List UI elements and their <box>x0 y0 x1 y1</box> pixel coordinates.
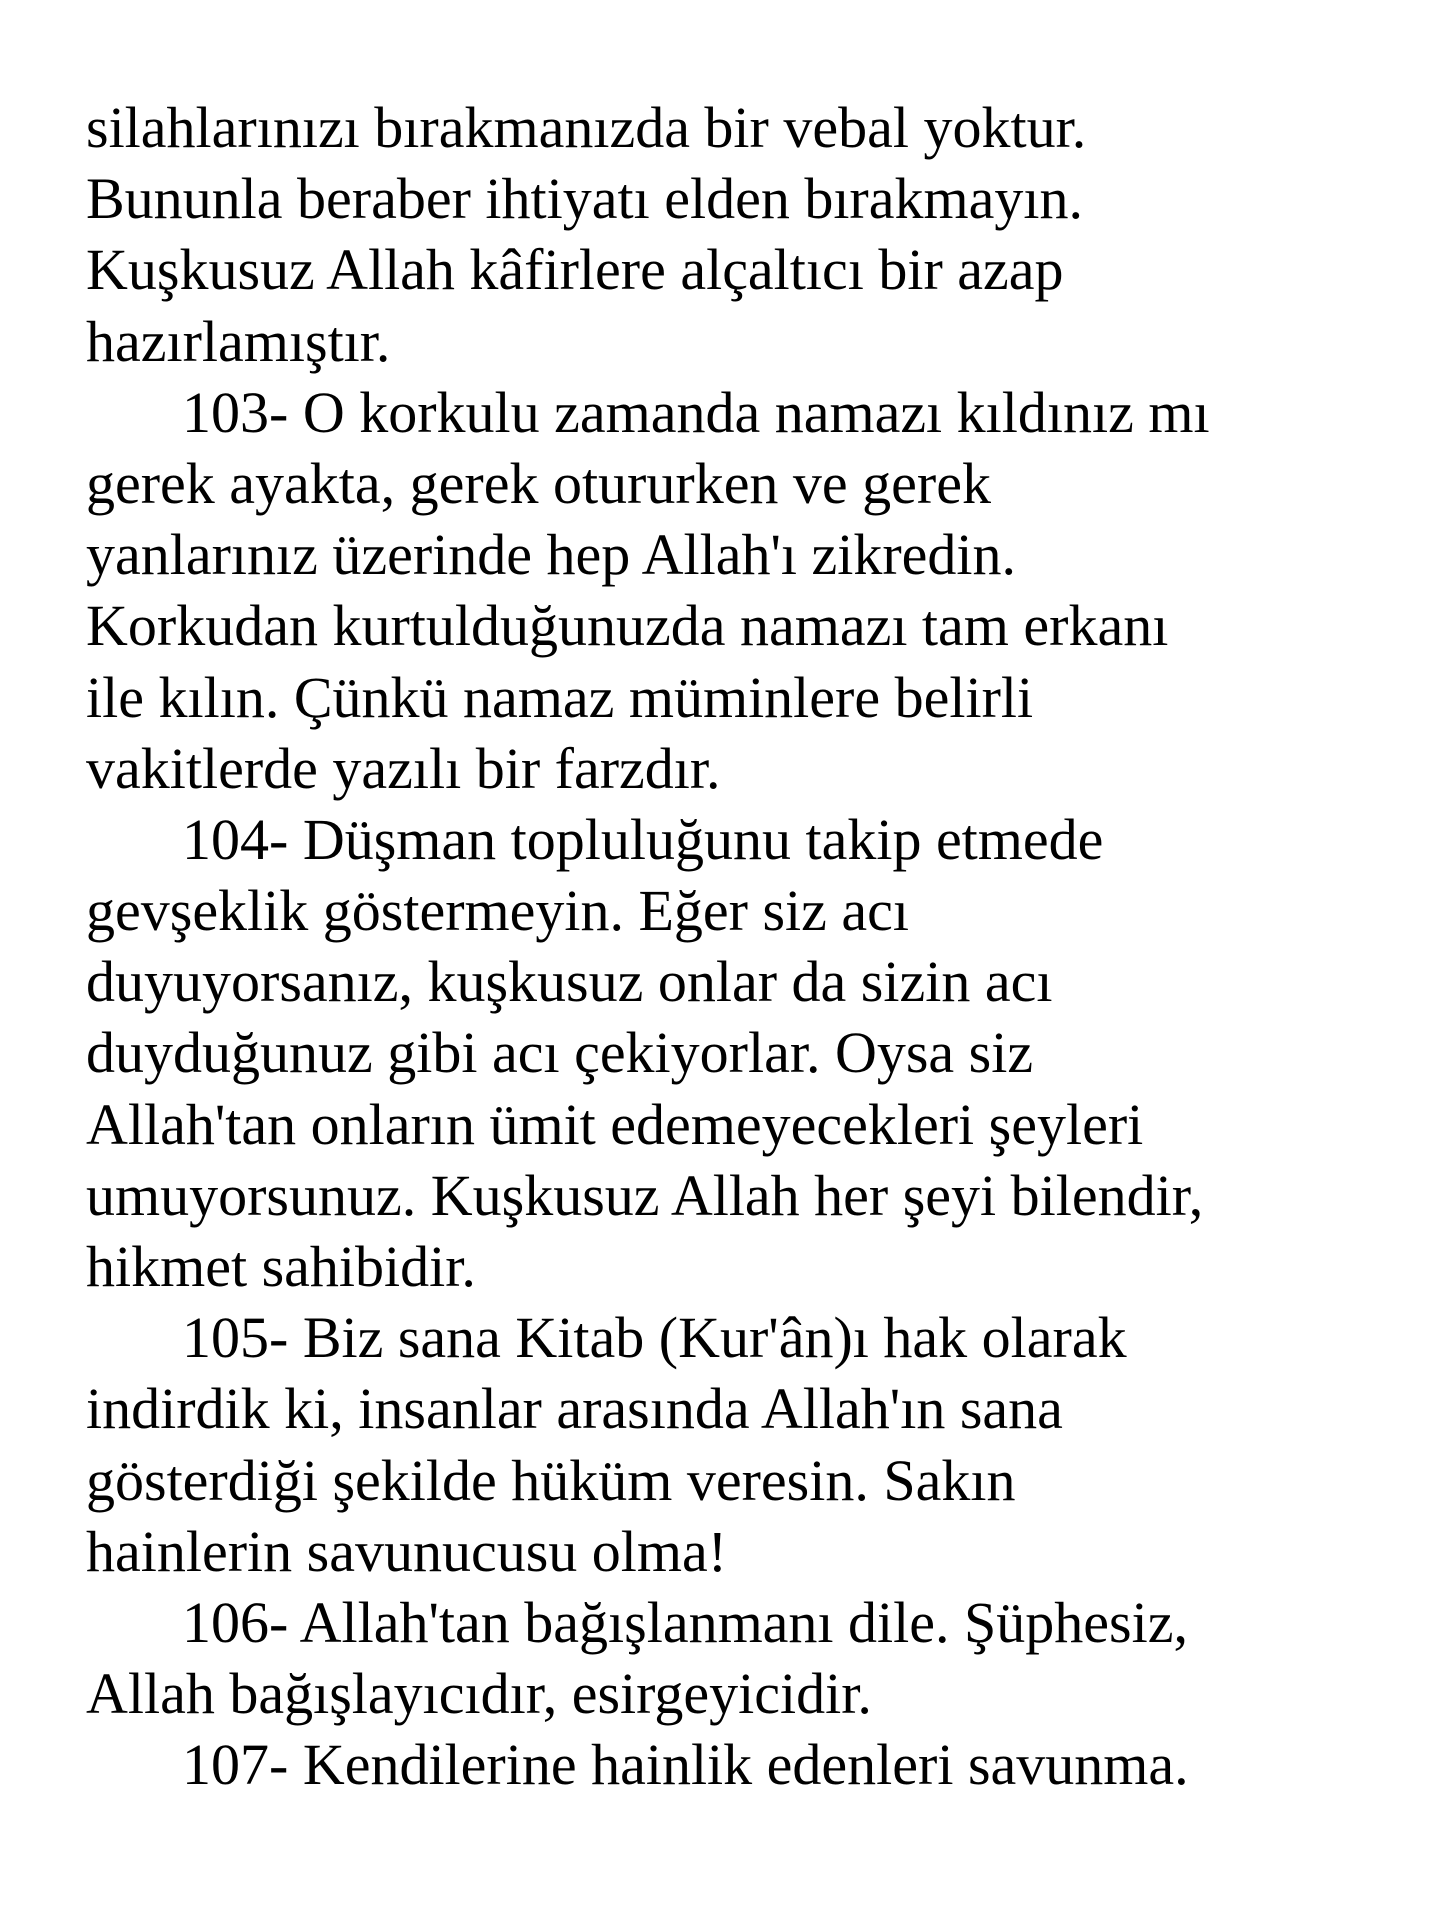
text-line: indirdik ki, insanlar arasında Allah'ın sana <box>86 1376 1063 1442</box>
verse-105-start: 105- Biz sana Kitab (Kur'ân)ı hak olarak <box>182 1305 1127 1371</box>
text-line: Allah bağışlayıcıdır, esirgeyicidir. <box>86 1661 872 1727</box>
text-line: umuyorsunuz. Kuşkusuz Allah her şeyi bilendir, <box>86 1162 1204 1228</box>
text-line: Kuşkusuz Allah kâfirlere alçaltıcı bir azap <box>86 237 1064 303</box>
verse-104-start: 104- Düşman topluluğunu takip etmede <box>182 806 1104 872</box>
text-line: ile kılın. Çünkü namaz müminlere belirli <box>86 664 1034 730</box>
text-line: duyduğunuz gibi acı çekiyorlar. Oysa siz <box>86 1020 1034 1086</box>
text-line: vakitlerde yazılı bir farzdır. <box>86 735 721 801</box>
text-line: gevşeklik göstermeyin. Eğer siz acı <box>86 878 910 944</box>
text-line: gösterdiği şekilde hüküm veresin. Sakın <box>86 1447 1016 1513</box>
verse-107-start: 107- Kendilerine hainlik edenleri savunma. <box>182 1732 1189 1798</box>
text-line: hikmet sahibidir. <box>86 1234 476 1299</box>
verse-106-start: 106- Allah'tan bağışlanmanı dile. Şüphesiz, <box>182 1589 1188 1655</box>
text-line: duyuyorsanız, kuşkusuz onlar da sizin acı <box>86 949 1053 1015</box>
body-text <box>86 92 1416 1801</box>
text-line: hainlerin savunucusu olma! <box>86 1518 728 1584</box>
text-line: gerek ayakta, gerek otururken ve gerek <box>86 450 991 516</box>
text-line: hazırlamıştır. <box>86 308 391 374</box>
text-line: Allah'tan onların ümit edemeyecekleri şeyleri <box>86 1091 1144 1157</box>
text-line: silahlarınızı bırakmanızda bir vebal yoktur. <box>86 95 1087 160</box>
text-line: yanlarınız üzerinde hep Allah'ı zikredin. <box>86 522 1017 588</box>
text-line: Bununla beraber ihtiyatı elden bırakmayın. <box>86 166 1083 232</box>
verse-103-start: 103- O korkulu zamanda namazı kıldınız mı <box>182 379 1210 445</box>
text-line: Korkudan kurtulduğunuzda namazı tam erkanı <box>86 593 1169 659</box>
